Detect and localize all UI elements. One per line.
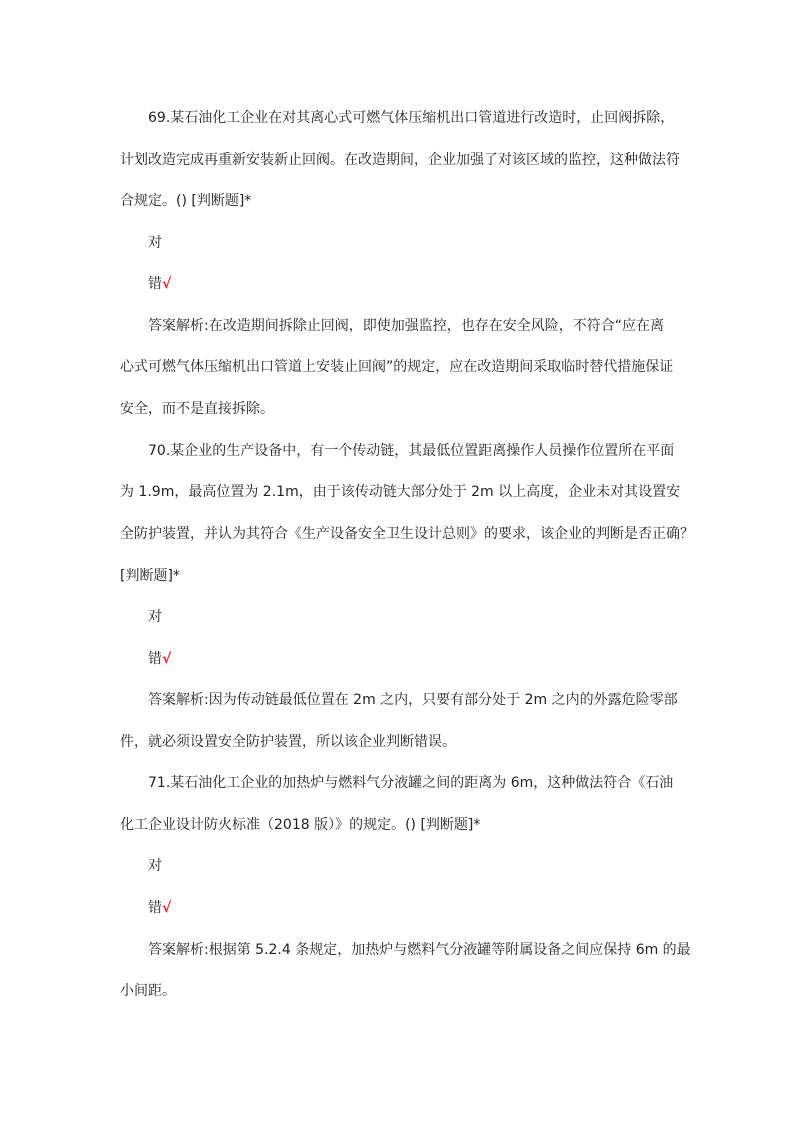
option-label: 对 bbox=[148, 235, 162, 251]
question-69-line-1: 69.某石油化工企业在对其离心式可燃气体压缩机出口管道进行改造时，止回阀拆除， bbox=[148, 110, 675, 126]
question-71-line-2: 化工企业设计防火标准（2018 版）》的规定。() [判断题]* bbox=[120, 817, 481, 833]
question-70-analysis-line-2: 件，就必须设置安全防护装置，所以该企业判断错误。 bbox=[120, 734, 456, 750]
question-69-line-2: 计划改造完成再重新安装新止回阀。在改造期间，企业加强了对该区域的监控，这种做法符 bbox=[120, 152, 680, 168]
check-icon: √ bbox=[162, 276, 172, 292]
question-69-analysis-line-3: 安全，而不是直接拆除。 bbox=[120, 401, 274, 417]
question-69-option-true bbox=[148, 233, 162, 253]
question-70-line-4: [判断题]* bbox=[120, 568, 180, 584]
question-70-analysis-line-1: 答案解析:因为传动链最低位置在 2m 之内，只要有部分处于 2m 之内的外露危险零部 bbox=[148, 692, 678, 708]
question-70-option-false bbox=[148, 649, 171, 669]
option-label: 对 bbox=[148, 609, 162, 625]
question-70-option-true bbox=[148, 607, 162, 627]
question-70-line-3: 全防护装置，并认为其符合《生产设备安全卫生设计总则》的要求，该企业的判断是否正确？ bbox=[120, 526, 694, 542]
question-71-option-true bbox=[148, 856, 162, 876]
option-label: 对 bbox=[148, 858, 162, 874]
option-label: 错 bbox=[148, 900, 162, 916]
check-icon: √ bbox=[162, 900, 172, 916]
question-70-line-2: 为 1.9m，最高位置为 2.1m，由于该传动链大部分处于 2m 以上高度，企业未对其设置安 bbox=[120, 484, 681, 500]
question-71-analysis-line-1: 答案解析:根据第 5.2.4 条规定，加热炉与燃料气分液罐等附属设备之间应保持 6m 的最 bbox=[148, 942, 691, 958]
question-69-option-false bbox=[148, 274, 171, 294]
option-label: 错 bbox=[148, 276, 162, 292]
question-71-option-false bbox=[148, 898, 171, 918]
question-71-line-1: 71.某石油化工企业的加热炉与燃料气分液罐之间的距离为 6m，这种做法符合《石油 bbox=[148, 775, 674, 791]
question-69-analysis-line-1: 答案解析:在改造期间拆除止回阀，即使加强监控，也存在安全风险，不符合“应在离 bbox=[148, 318, 664, 334]
question-70-line-1: 70.某企业的生产设备中，有一个传动链，其最低位置距离操作人员操作位置所在平面 bbox=[148, 443, 675, 459]
question-69-line-3: 合规定。() [判断题]* bbox=[120, 193, 252, 209]
question-71-analysis-line-2: 小间距。 bbox=[120, 983, 176, 999]
question-69-analysis-line-2: 心式可燃气体压缩机出口管道上安装止回阀”的规定，应在改造期间采取临时替代措施保证 bbox=[120, 359, 674, 375]
check-icon: √ bbox=[162, 651, 172, 667]
option-label: 错 bbox=[148, 651, 162, 667]
